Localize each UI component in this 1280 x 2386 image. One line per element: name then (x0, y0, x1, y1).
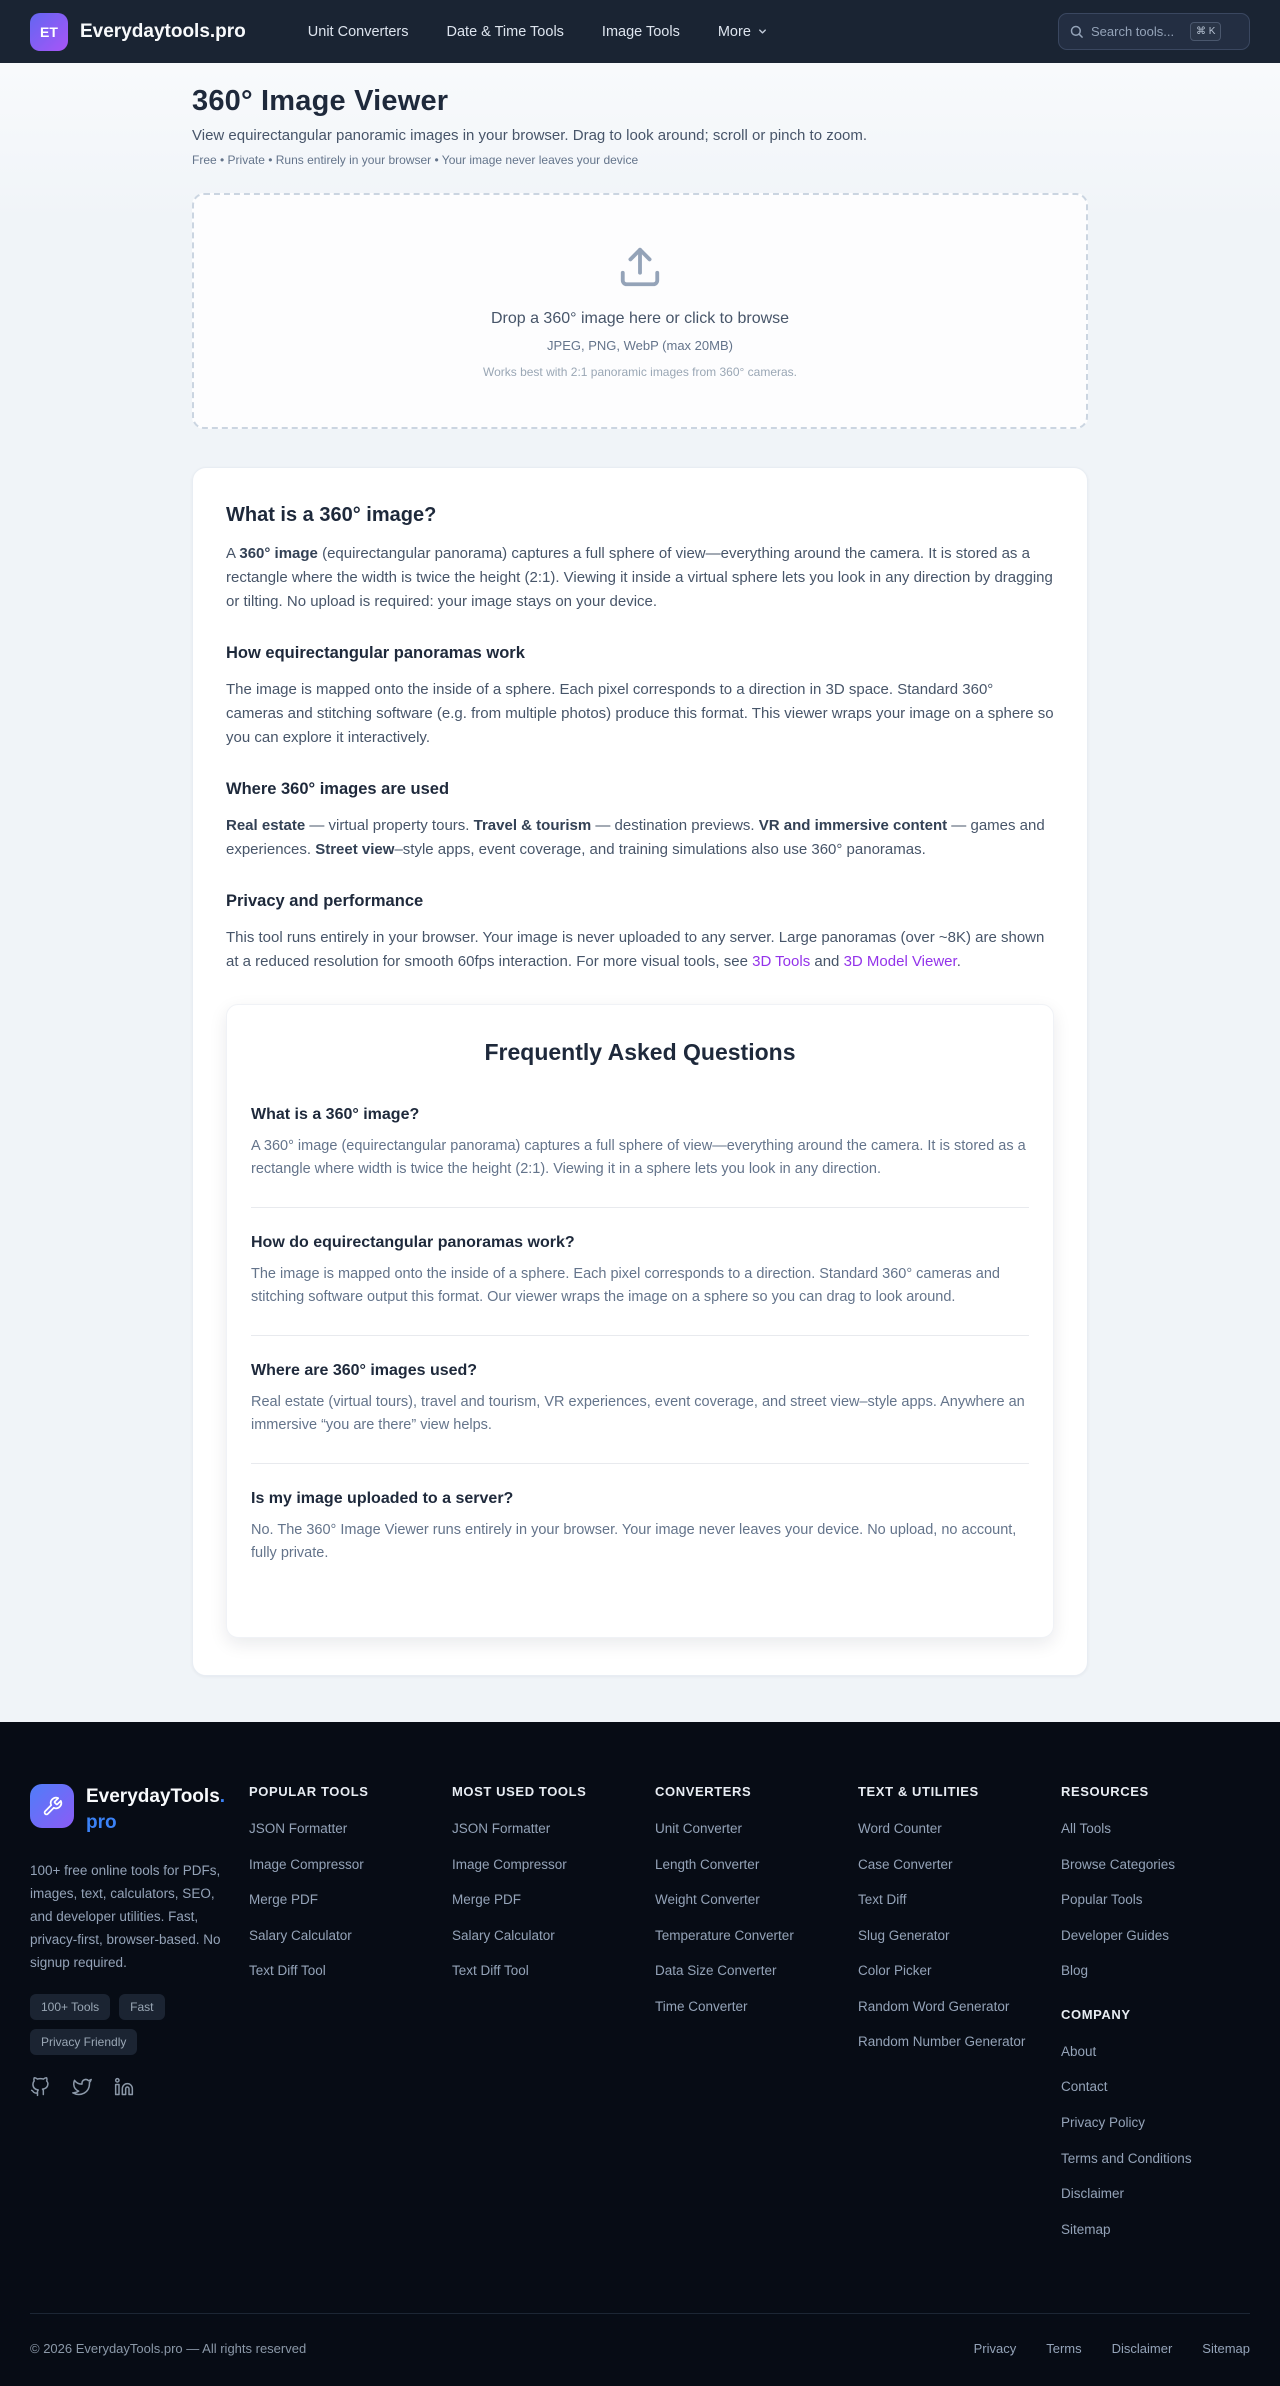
faq-card (226, 1004, 1054, 1638)
footer-badges (30, 1994, 230, 2055)
badge-privacy: Privacy Friendly (30, 2029, 137, 2055)
footer-link[interactable]: Salary Calculator (452, 1927, 555, 1943)
dropzone-formats: JPEG, PNG, WebP (max 20MB) (547, 337, 733, 353)
footer-link[interactable]: Text Diff Tool (249, 1963, 326, 1979)
footer-link[interactable]: Unit Converter (655, 1821, 743, 1836)
site-footer (0, 1722, 1280, 2386)
linkedin-icon[interactable] (114, 2077, 134, 2097)
article-heading-privacy: Privacy and performance (226, 892, 424, 910)
footer-link[interactable]: Image Compressor (249, 1856, 364, 1872)
footer-column-company (1061, 2007, 1250, 2239)
footer-link[interactable]: Slug Generator (858, 1927, 950, 1943)
footer-description: 100+ free online tools for PDFs, images, text, calculators, SEO, and developer utilities. Fast, privacy-first, browser-based. No signup required. (30, 1863, 221, 1971)
footer-link[interactable]: All Tools (1061, 1821, 1112, 1836)
footer-link[interactable]: Terms and Conditions (1061, 2150, 1192, 2166)
article-paragraph-what: A 360° image (equirectangular panorama) captures a full sphere of view—everything around the camera. It is stored as a rectangle where the width is twice the height (2:1). Viewing it inside a virtual sphere lets you look in any direction by dragging or tilting. No upload is required: your image stays on your device. (226, 545, 1053, 610)
footer-bottom-bar (30, 2313, 1250, 2386)
badge-tools-count: 100+ Tools (30, 1994, 110, 2020)
faq-list (251, 1080, 1029, 1591)
article-heading-where: Where 360° images are used (226, 780, 450, 798)
footer-link[interactable]: Merge PDF (452, 1892, 522, 1908)
footer-social (30, 2077, 235, 2097)
footer-link[interactable]: Privacy Policy (1061, 2114, 1146, 2130)
footer-column-text-utilities (858, 1784, 1047, 2255)
nav-more-label: More (717, 23, 751, 40)
footer-column-converters (655, 1784, 844, 2255)
inline-link[interactable]: 3D Model Viewer (843, 953, 957, 970)
faq-answer: A 360° image (equirectangular panorama) captures a full sphere of view—everything around the camera. It is stored as a rectangle where width is twice the height (2:1). Viewing it in a sphere lets you look in any direction. (251, 1138, 1026, 1177)
dropzone-headline: Drop a 360° image here or click to browse (490, 309, 790, 327)
footer-link[interactable]: Text Diff Tool (452, 1963, 529, 1979)
footer-link[interactable]: Text Diff (858, 1892, 907, 1908)
footer-link[interactable]: Weight Converter (655, 1892, 760, 1908)
search-input[interactable] (1091, 24, 1183, 39)
footer-link[interactable]: Salary Calculator (249, 1927, 352, 1943)
nav-more[interactable] (718, 24, 768, 40)
article-heading-what: What is a 360° image? (226, 504, 437, 526)
page-title: 360° Image Viewer (192, 85, 449, 117)
page-subtitle: View equirectangular panoramic images in your browser. Drag to look around; scroll or pinch to zoom. (192, 127, 868, 144)
footer-column-title: COMPANY (1061, 2006, 1131, 2022)
footer-link[interactable]: Sitemap (1061, 2221, 1111, 2237)
github-icon[interactable] (30, 2077, 50, 2097)
nav-image-tools[interactable]: Image Tools (601, 23, 680, 40)
footer-link[interactable]: Length Converter (655, 1856, 760, 1872)
footer-link[interactable]: JSON Formatter (452, 1821, 551, 1836)
footer-link[interactable]: Random Number Generator (858, 2034, 1026, 2050)
faq-title: Frequently Asked Questions (484, 1039, 796, 1065)
twitter-icon[interactable] (72, 2077, 92, 2097)
chevron-down-icon (757, 26, 768, 37)
footer-link[interactable]: Merge PDF (249, 1892, 319, 1908)
article-paragraph-where: Real estate — virtual property tours. Travel & tourism — destination previews. VR and immersive content — games and experiences. Street view–style apps, event coverage, and training simulations also use 360° panoramas. (226, 817, 1045, 858)
footer-link[interactable]: Temperature Converter (655, 1927, 794, 1943)
footer-link[interactable]: Browse Categories (1061, 1856, 1176, 1872)
footer-link[interactable]: Case Converter (858, 1856, 953, 1872)
faq-item (251, 1080, 1029, 1207)
footer-link[interactable]: Developer Guides (1061, 1927, 1170, 1943)
footer-link[interactable]: Disclaimer (1061, 2186, 1125, 2202)
search-shortcut-badge: ⌘ K (1190, 22, 1221, 41)
main-area (0, 63, 1280, 1722)
footer-link[interactable]: Data Size Converter (655, 1963, 777, 1979)
faq-question: How do equirectangular panoramas work? (251, 1234, 575, 1251)
legal-link-privacy[interactable]: Privacy (973, 2341, 1017, 2357)
faq-question: Is my image uploaded to a server? (251, 1490, 514, 1507)
footer-column-title: MOST USED TOOLS (452, 1784, 587, 1799)
faq-question: Where are 360° images used? (251, 1362, 478, 1379)
upload-icon (617, 244, 663, 290)
faq-item (251, 1336, 1029, 1463)
footer-link[interactable]: About (1061, 2043, 1097, 2059)
footer-column-popular (249, 1784, 438, 2255)
article-heading-how: How equirectangular panoramas work (226, 644, 525, 662)
nav-unit-converters[interactable]: Unit Converters (307, 23, 409, 40)
footer-link[interactable]: Random Word Generator (858, 1998, 1010, 2014)
brand-logo[interactable]: ET (30, 13, 68, 51)
inline-link[interactable]: 3D Tools (752, 953, 811, 970)
legal-link-disclaimer[interactable]: Disclaimer (1111, 2341, 1173, 2357)
legal-links (974, 2341, 1250, 2356)
search-box[interactable] (1058, 13, 1250, 50)
info-article-card (192, 467, 1088, 1676)
search-icon (1069, 24, 1084, 39)
footer-link[interactable]: Image Compressor (452, 1856, 567, 1872)
article-paragraph-how: The image is mapped onto the inside of a sphere. Each pixel corresponds to a direction in 3D space. Standard 360° cameras and stitching software (e.g. from multiple photos) produce this format. This viewer wraps your image on a sphere so you can explore it interactively. (226, 681, 1054, 746)
wrench-icon (42, 1796, 63, 1817)
footer-link[interactable]: Contact (1061, 2079, 1108, 2095)
faq-item (251, 1208, 1029, 1335)
faq-question: What is a 360° image? (251, 1106, 420, 1123)
upload-dropzone[interactable] (192, 193, 1088, 429)
footer-link[interactable]: Word Counter (858, 1821, 942, 1836)
article-paragraph-privacy: This tool runs entirely in your browser. Your image is never uploaded to any server. Large panoramas (over ~8K) are shown at a reduced resolution for smooth 60fps interaction. For more visual tools, see 3D Tools and 3D Model Viewer. (226, 929, 1045, 970)
faq-item (251, 1464, 1029, 1591)
badge-fast: Fast (119, 1994, 164, 2020)
legal-link-terms[interactable]: Terms (1046, 2341, 1082, 2357)
copyright-text: © 2026 EverydayTools.pro — All rights reserved (30, 2341, 307, 2357)
footer-link[interactable]: Color Picker (858, 1963, 932, 1979)
faq-answer: The image is mapped onto the inside of a sphere. Each pixel corresponds to a direction. Standard 360° cameras and stitching software output this format. Our viewer wraps the image on a sphere so you can drag to look around. (251, 1266, 1000, 1305)
faq-answer: Real estate (virtual tours), travel and tourism, VR experiences, event coverage, and street view–style apps. Anywhere an immersive “you are there” view helps. (251, 1394, 1025, 1433)
nav-date-time-tools[interactable]: Date & Time Tools (446, 23, 564, 40)
footer-brand-column (30, 1784, 235, 2255)
faq-answer: No. The 360° Image Viewer runs entirely in your browser. Your image never leaves your device. No upload, no account, fully private. (251, 1522, 1017, 1561)
footer-logo (30, 1784, 74, 1828)
main-nav (308, 24, 768, 40)
footer-link[interactable]: Popular Tools (1061, 1892, 1143, 1908)
site-header (0, 0, 1280, 63)
footer-column-most-used (452, 1784, 641, 2255)
footer-column-resources (1061, 1784, 1250, 1981)
legal-link-sitemap[interactable]: Sitemap (1202, 2341, 1250, 2357)
dropzone-hint: Works best with 2:1 panoramic images from 360° cameras. (482, 364, 798, 379)
footer-link[interactable]: Time Converter (655, 1998, 748, 2014)
footer-link[interactable]: JSON Formatter (249, 1821, 348, 1836)
footer-brand-suffix: .pro (86, 1786, 226, 1833)
footer-column-title: TEXT & UTILITIES (858, 1784, 979, 1799)
footer-column-resources-company (1061, 1784, 1250, 2255)
hero-section (192, 63, 1088, 167)
footer-brand-name[interactable]: EverydayTools.pro (86, 1786, 226, 1833)
page-meta: Free • Private • Runs entirely in your browser • Your image never leaves your device (192, 153, 639, 167)
footer-column-title: RESOURCES (1061, 1784, 1149, 1799)
footer-column-title: CONVERTERS (655, 1784, 752, 1799)
brand-name[interactable]: Everydaytools.pro (80, 20, 246, 42)
footer-column-title: POPULAR TOOLS (249, 1784, 369, 1799)
footer-link[interactable]: Blog (1061, 1963, 1089, 1979)
